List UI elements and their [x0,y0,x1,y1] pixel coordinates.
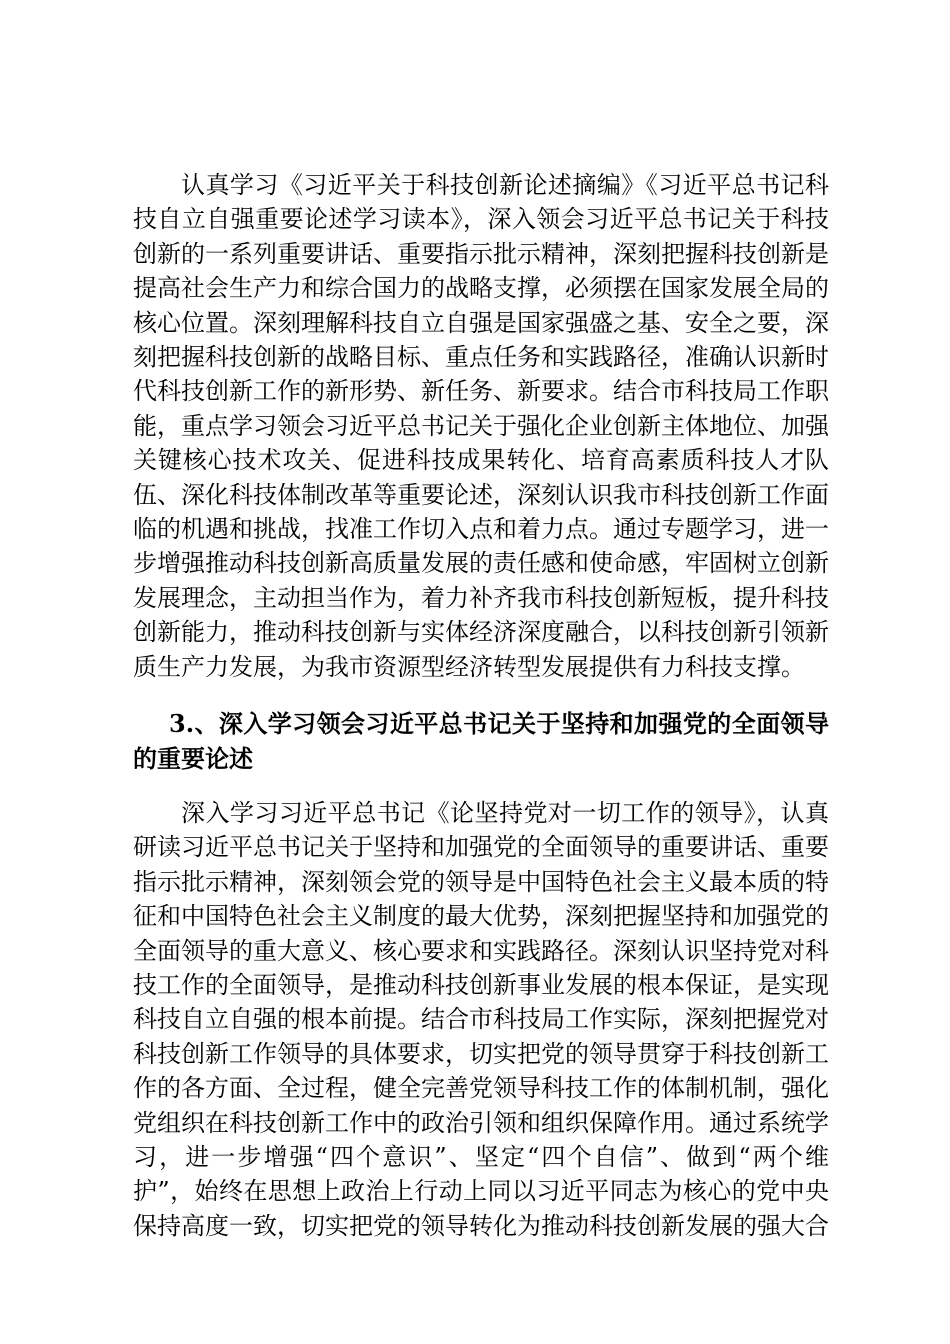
body-paragraph-tech-innovation: 认真学习《习近平关于科技创新论述摘编》《习近平总书记科技自立自强重要论述学习读本》，深入领会习近平总书记关于科技创新的一系列重要讲话、重要指示批示精神，深刻把握科技创新是提高社会生产力和综合国力的战略支撑，必须摆在国家发展全局的核心位置。深刻理解科技自立自强是国家强盛之基、安全之要，深刻把握科技创新的战略目标、重点任务和实践路径，准确认识新时代科技创新工作的新形势、新任务、新要求。结合市科技局工作职能，重点学习领会习近平总书记关于强化企业创新主体地位、加强关键核心技术攻关、促进科技成果转化、培育高素质科技人才队伍、深化科技体制改革等重要论述，深刻认识我市科技创新工作面临的机遇和挑战，找准工作切入点和着力点。通过专题学习，进一步增强推动科技创新高质量发展的责任感和使命感，牢固树立创新发展理念，主动担当作为，着力补齐我市科技创新短板，提升科技创新能力，推动科技创新与实体经济深度融合，以科技创新引领新质生产力发展，为我市资源型经济转型发展提供有力科技支撑。 [133,171,829,681]
body-paragraph-party-leadership: 深入学习习近平总书记《论坚持党对一切工作的领导》，认真研读习近平总书记关于坚持和加强党的全面领导的重要讲话、重要指示批示精神，深刻领会党的领导是中国特色社会主义最本质的特征和中国特色社会主义制度的最大优势，深刻把握坚持和加强党的全面领导的重大意义、核心要求和实践路径。深刻认识坚持党对科技工作的全面领导，是推动科技创新事业发展的根本保证，是实现科技自立自强的根本前提。结合市科技局工作实际，深刻把握党对科技创新工作领导的具体要求，切实把党的领导贯穿于科技创新工作的各方面、全过程，健全完善党领导科技工作的体制机制，强化党组织在科技创新工作中的政治引领和组织保障作用。通过系统学习，进一步增强“四个意识”、坚定“四个自信”、做到“两个维护”，始终在思想上政治上行动上同以习近平同志为核心的党中央保持高度一致，切实把党的领导转化为推动科技创新发展的强大合 [133,798,829,1240]
paragraph-spacer [133,684,829,707]
section-heading-party-leadership: 3.、深入学习领会习近平总书记关于坚持和加强党的全面领导的重要论述 [133,709,829,773]
document-page [133,168,829,1243]
paragraph-spacer [133,776,829,796]
